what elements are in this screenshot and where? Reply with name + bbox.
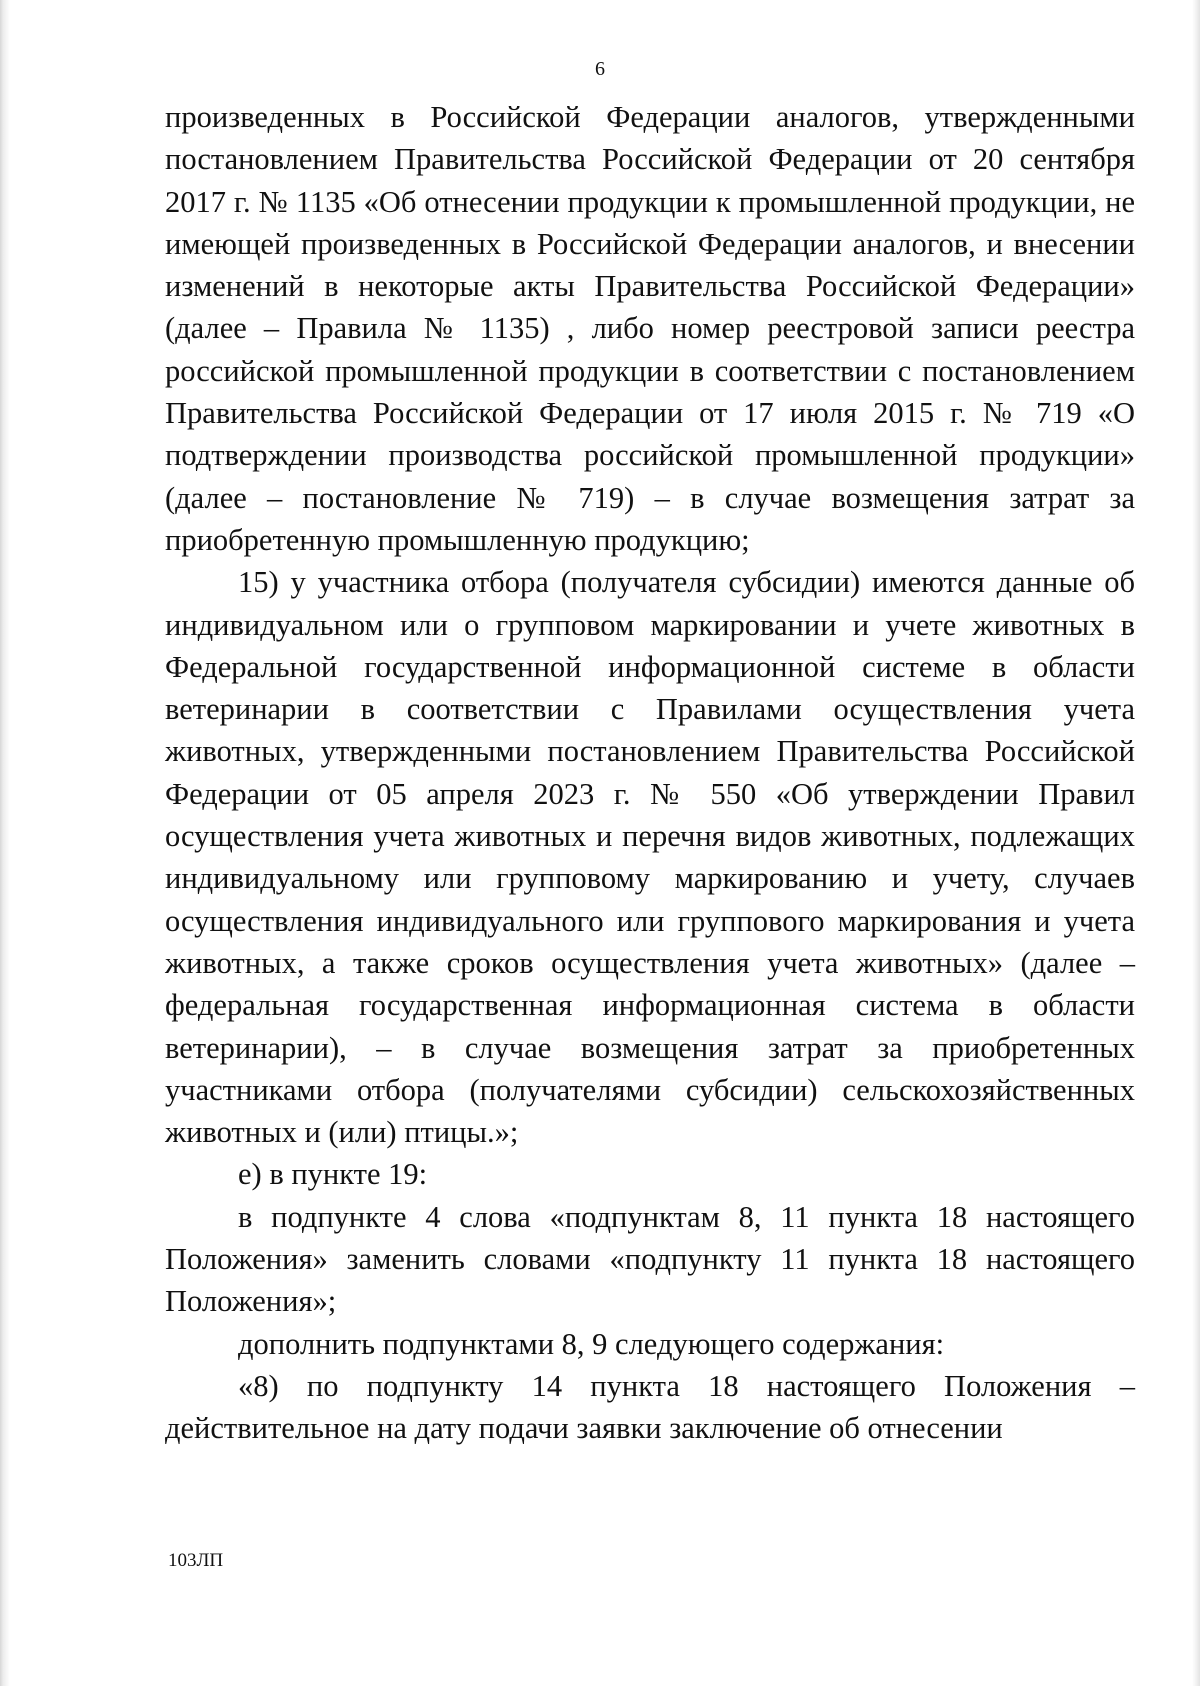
paragraph-continuation: произведенных в Российской Федерации аналогов, утвержденными постановлением Правительства Российской Федерации от 20 сентября 2017 г. № 1135 «Об отнесении продукции к промышленной продукции, не имеющей произведенных в Российской Федерации аналогов, и внесении изменений в некоторые акты Правительства Российской Федерации» (далее – Правила № 1135) , либо номер реестровой записи реестра российской промышленной продукции в соответствии с постановлением Правительства Российской Федерации от 17 июля 2015 г. № 719 «О подтверждении производства российской промышленной продукции» (далее – постановление № 719) – в случае возмещения затрат за приобретенную промышленную продукцию; — [165, 100, 1135, 557]
document-code: 103ЛП — [168, 1550, 224, 1571]
paragraph-item-15: 15) у участника отбора (получателя субсидии) имеются данные об индивидуальном или о групповом маркировании и учете животных в Федеральной государственной информационной системе в области ветеринарии в соответствии с Правилами осуществления учета животных, утвержденными постановлением Правительства Российской Федерации от 05 апреля 2023 г. № 550 «Об утверждении Правил осуществления учета животных и перечня видов животных, подлежащих индивидуальному или групповому маркированию и учету, случаев осуществления индивидуального или группового маркирования и учета животных, а также сроков осуществления учета животных» (далее – федеральная государственная информационная система в области ветеринарии), – в случае возмещения затрат за приобретенных участниками отбора (получателями субсидии) сельскохозяйственных животных и (или) птицы.»; — [165, 565, 1135, 1150]
scan-edge-left — [0, 0, 10, 1686]
paragraph-subpoint-4: в подпункте 4 слова «подпунктам 8, 11 пункта 18 настоящего Положения» заменить словами «подпункту 11 пункта 18 настоящего Положения»; — [165, 1199, 1135, 1319]
page-number: 6 — [595, 58, 605, 80]
paragraph-supplement: дополнить подпунктами 8, 9 следующего содержания: — [238, 1326, 945, 1361]
paragraph-item-8: «8) по подпункту 14 пункта 18 настоящего Положения – действительное на дату подачи заявки заключение об отнесении — [165, 1368, 1135, 1446]
paragraph-subitem-e: е) в пункте 19: — [238, 1157, 428, 1192]
document-body — [165, 96, 1135, 1450]
scan-edge-right — [1192, 0, 1200, 1686]
